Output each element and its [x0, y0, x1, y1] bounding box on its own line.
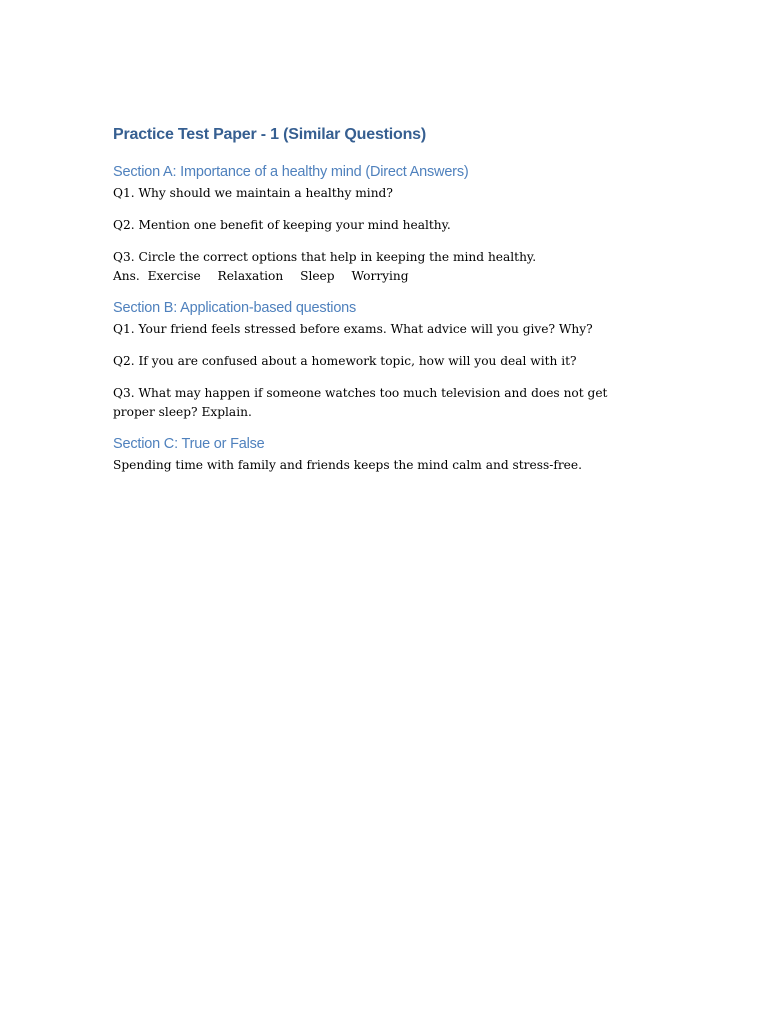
answer-option-relaxation: Relaxation	[217, 269, 284, 283]
document-content	[113, 124, 653, 488]
section-a-answer-options	[113, 267, 653, 286]
section-c-heading: Section C: True or False	[113, 436, 265, 452]
section-c-statement-1: Spending time with family and friends keeps the mind calm and stress-free.	[113, 458, 582, 472]
section-a-heading: Section A: Importance of a healthy mind (Direct Answers)	[113, 164, 469, 180]
section-a-question-2: Q2. Mention one benefit of keeping your mind healthy.	[113, 218, 451, 232]
answer-option-sleep: Sleep	[300, 269, 335, 283]
section-b-question-3: Q3. What may happen if someone watches too much television and does not get proper sleep? Explain.	[113, 386, 608, 419]
answer-option-worrying: Worrying	[351, 269, 409, 283]
section-a-question-3: Q3. Circle the correct options that help in keeping the mind healthy.	[113, 250, 537, 264]
answer-prefix: Ans.	[113, 269, 140, 283]
section-a	[113, 163, 653, 286]
section-b-question-2: Q2. If you are confused about a homework topic, how will you deal with it?	[113, 354, 577, 368]
section-b-question-1: Q1. Your friend feels stressed before exams. What advice will you give? Why?	[113, 322, 593, 336]
section-c	[113, 435, 653, 475]
section-a-question-1: Q1. Why should we maintain a healthy mind?	[113, 186, 393, 200]
document-title: Practice Test Paper - 1 (Similar Questions)	[113, 126, 426, 143]
answer-option-exercise: Exercise	[147, 269, 201, 283]
section-b-heading: Section B: Application-based questions	[113, 300, 357, 316]
section-b	[113, 299, 653, 422]
